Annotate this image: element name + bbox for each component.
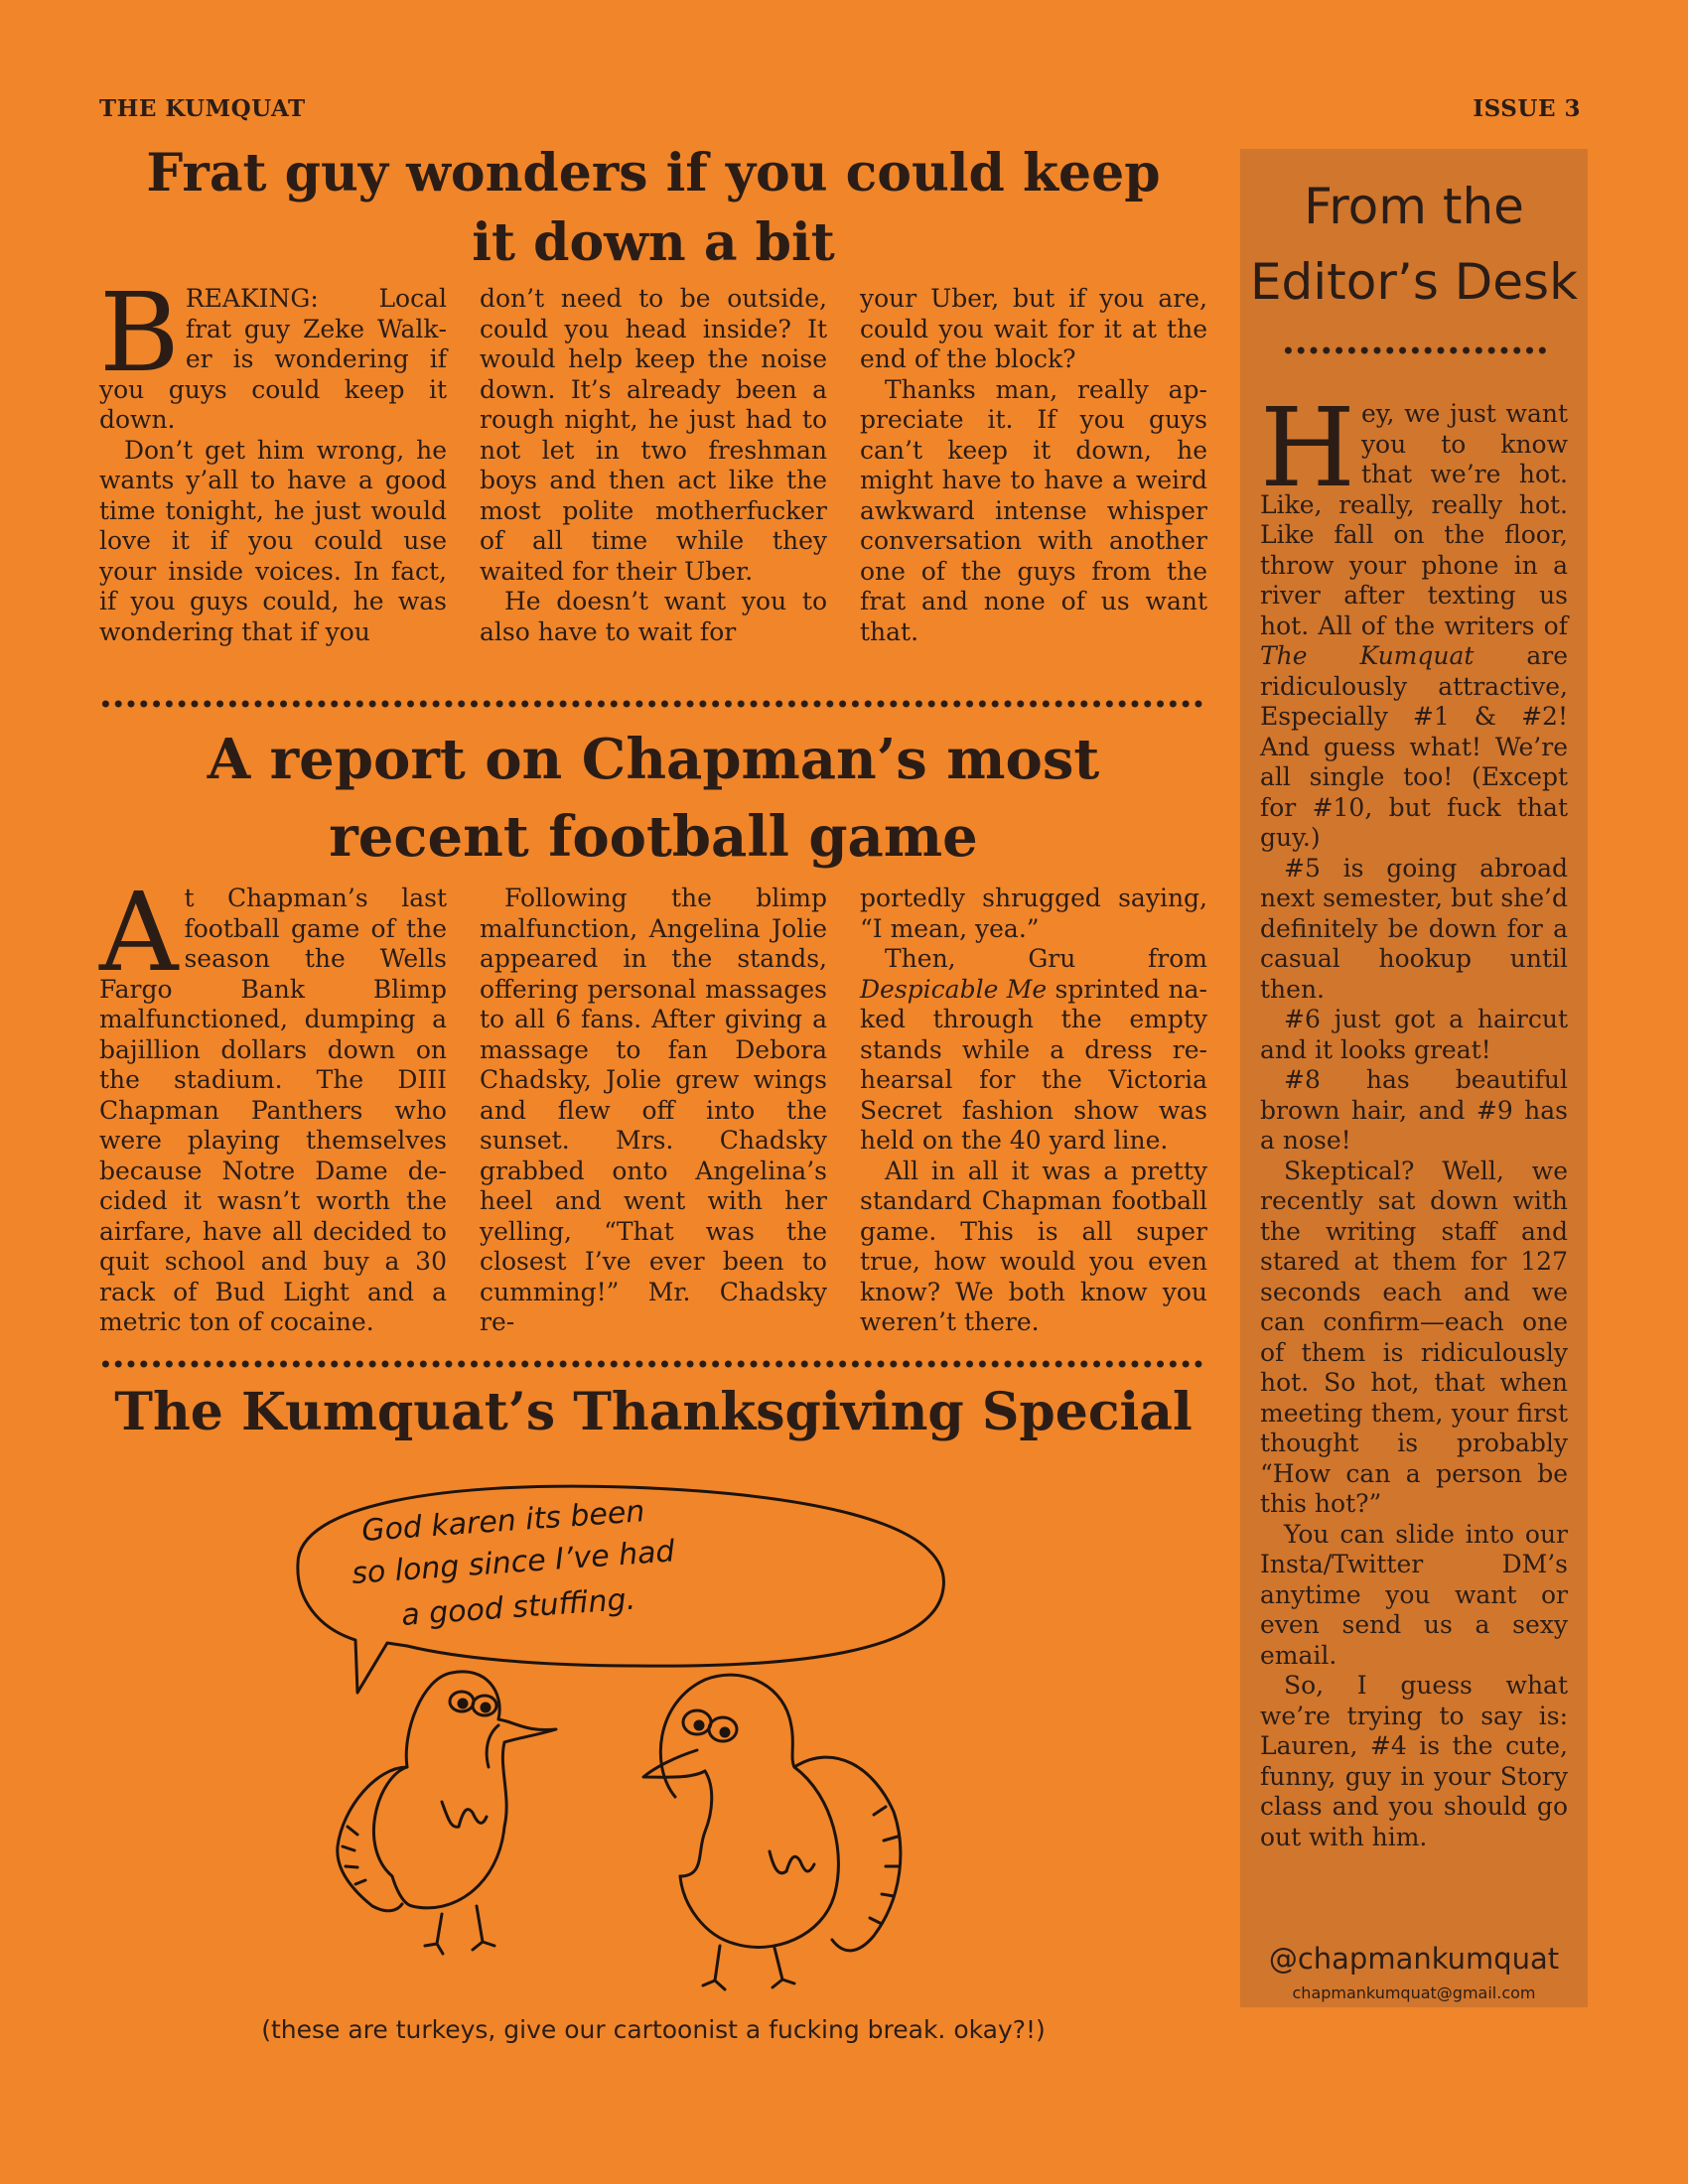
article1-headline <box>99 139 1207 278</box>
sidebar-title-line2: Editor’s Desk <box>1249 253 1579 311</box>
sidebar-paragraph: You can slide into our Insta/Twitter DM’s anytime you want or even send us a sexy email. <box>1260 1519 1568 1670</box>
article2-drop-cap: A <box>99 869 179 996</box>
article2-body <box>99 869 1207 1338</box>
text-run: Then, Gru from <box>885 944 1207 973</box>
article1-paragraph: He doesn’t want you to also have to wait for <box>480 587 827 646</box>
speech-line-2: so long since I’ve had <box>351 1534 676 1591</box>
sidebar-drop-cap: H <box>1260 384 1355 511</box>
sidebar-title <box>1240 169 1588 320</box>
contact-email[interactable]: chapmankumquat@gmail.com <box>1292 1983 1536 2002</box>
movie-title: Despicable Me <box>860 974 1048 1004</box>
special-headline: The Kumquat’s Thanksgiving Special <box>114 1382 1193 1442</box>
article1-paragraph: Don’t get him wrong, he wants y’all to have a good time tonight, he just would love it if you could use your inside voices. In fact, if you guys could, he was wondering that if you <box>99 435 447 646</box>
sidebar-paragraph: So, I guess what we’re trying to say is: Lauren, #4 is the cute, funny, guy in your Story class and you should go out with him. <box>1260 1671 1568 1851</box>
sidebar-paragraph: #5 is going abroad next semester, but she’d definitely be down for a casual hookup until then. <box>1260 853 1568 1004</box>
social-handle[interactable]: @chapmankumquat <box>1268 1942 1560 1976</box>
article1-paragraph: REAKING: Local frat guy Zeke Walker is wondering if you guys could keep it down. <box>99 284 447 434</box>
publication-name: THE KUMQUAT <box>99 95 306 122</box>
left-turkey <box>338 1672 556 1954</box>
article2-paragraph: Following the blimp malfunction, Angelina Jolie appeared in the stands, offering personal massages to all 6 fans. After giving a massage to fan Debora Chadsky, Jolie grew wings and flew off into the sunset. Mrs. Chadsky grabbed onto Angelina’s heel and went with her yelling, “That was the closest I’ve ever been to cumming!” Mr. Chadsky re- <box>480 884 827 1336</box>
article2-column-1 <box>99 869 447 1338</box>
sidebar-paragraph: #8 has beautiful brown hair, and #9 has a nose! <box>1260 1065 1568 1155</box>
issue-number: ISSUE 3 <box>1473 95 1581 122</box>
article1-drop-cap: B <box>99 269 180 396</box>
article1-column-1 <box>99 269 447 647</box>
article1-headline-line1: Frat guy wonders if you could keep <box>146 143 1161 204</box>
article2-paragraph: portedly shrugged saying, “I mean, yea.” <box>860 884 1207 943</box>
article2-paragraph: All in all it was a pretty standard Chapman football game. This is all super true, how would you even know? We both know you weren’t there. <box>860 1156 1207 1336</box>
speech-line-1: God karen its been <box>360 1494 646 1549</box>
text-run: are ridiculously attractive, Especially #1 & #2! And guess what! We’re all single too! (Except for #10, but fuck that guy.) <box>1260 641 1568 852</box>
section-divider <box>99 699 1207 709</box>
sidebar-paragraph: Skeptical? Well, we recently sat down with the writing staff and stared at them for 127 seconds each and we can confirm—each one of them is ridiculously hot. So hot, that when meeting them, your first thought is probably “How can a person be this hot?” <box>1260 1156 1568 1518</box>
article2-paragraph <box>860 944 1207 1157</box>
article1-paragraph: don’t need to be outside, could you head inside? It would help keep the noise down. It’s already been a rough night, he just had to not let in two freshman boys and then act like the most polite motherfucker of all time while they waited for their Uber. <box>480 284 827 586</box>
article1-paragraph: Thanks man, really appreciate it. If you guys can’t keep it down, he might have to have a weird awkward intense whisper conversation with another one of the guys from the frat and none of us want that. <box>860 374 1207 646</box>
sidebar-paragraph: #6 just got a haircut and it looks great! <box>1260 1005 1568 1064</box>
article2-paragraph: t Chapman’s last football game of the season the Wells Fargo Bank Blimp malfunctioned, dumping a bajillion dollars down on the stadium. The DIII Chapman Panthers who were playing themselves because Notre Dame decided it wasn’t worth the airfare, have all decided to quit school and buy a 30 rack of Bud Light and a metric ton of cocaine. <box>99 884 447 1336</box>
article2-headline-line2: recent football game <box>329 804 978 870</box>
text-run: ey, we just want you to know that we’re hot. Like, really, really hot. Like fall on the floor, throw your phone in a river after texting us hot. All of the writers of <box>1260 399 1568 640</box>
sidebar-divider <box>1282 345 1548 355</box>
article2-headline-line1: A report on Chapman’s most <box>207 727 1100 792</box>
sidebar-body <box>1260 384 1568 1852</box>
article1-paragraph: your Uber, but if you are, could you wait for it at the end of the block? <box>860 284 1207 373</box>
article1-headline-line2: it down a bit <box>472 212 835 273</box>
article2-column-2 <box>480 884 827 1338</box>
speech-line-3: a good stuffing. <box>400 1581 637 1633</box>
sidebar-title-line1: From the <box>1304 178 1524 235</box>
turkey-cartoon <box>238 1469 993 2025</box>
text-run: sprinted naked through the empty stands while a dress rehearsal for the Victoria Secret fashion show was held on the 40 yard line. <box>860 974 1207 1155</box>
cartoon-caption: (these are turkeys, give our cartoonist a fucking break. okay?!) <box>261 2015 1046 2044</box>
publication-title: The Kumquat <box>1260 641 1475 670</box>
article2-headline <box>99 721 1207 876</box>
section-divider <box>99 1359 1207 1369</box>
article1-body <box>99 269 1207 647</box>
right-turkey <box>643 1675 901 1989</box>
article2-column-3 <box>860 884 1207 1338</box>
editors-desk-sidebar <box>1240 149 1588 2007</box>
article1-column-2 <box>480 284 827 647</box>
article1-column-3 <box>860 284 1207 647</box>
